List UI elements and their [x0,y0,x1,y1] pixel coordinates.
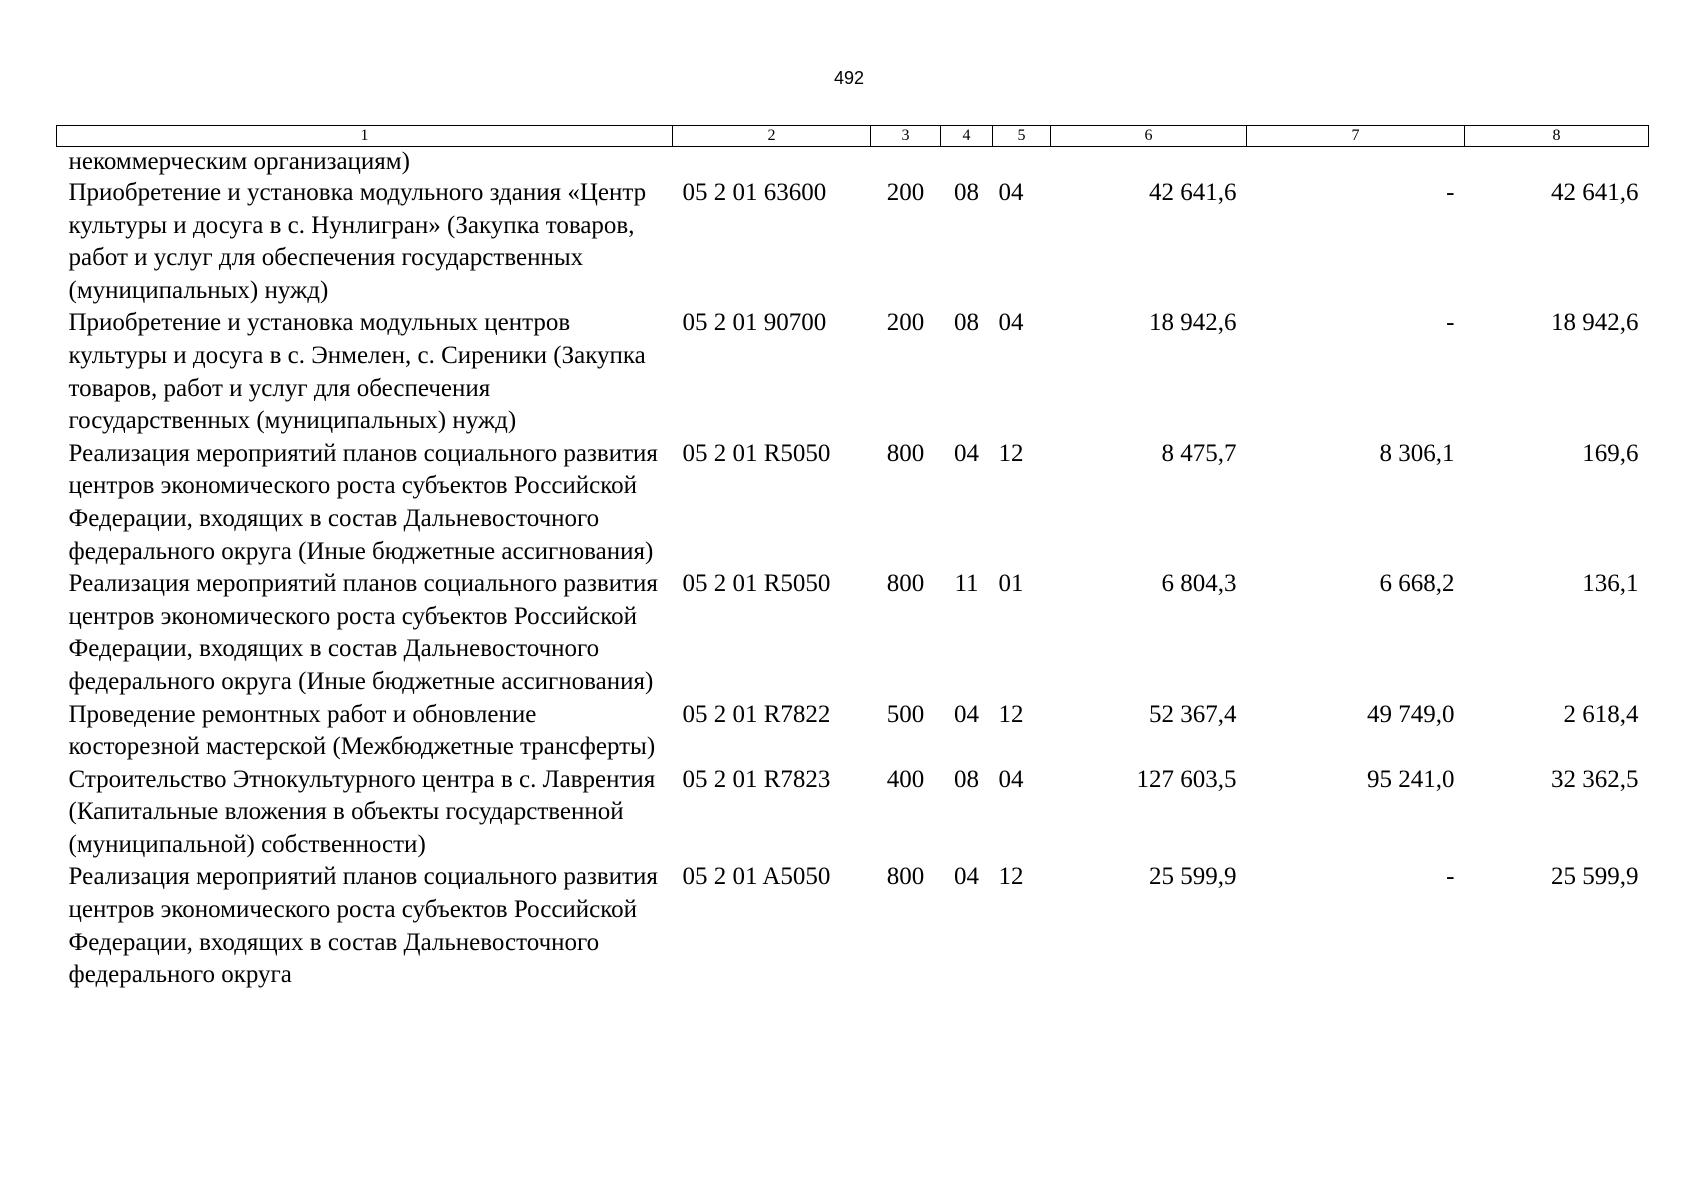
row-subsection: 04 [998,309,1024,337]
row-regional: 42 641,6 [1551,179,1639,206]
row-expense-type: 200 [886,179,925,206]
header-col-5: 5 [993,126,1051,147]
budget-table [56,125,1649,992]
page-number: 492 [833,68,865,88]
row-name: Проведение ремонтных работ и обновление косторезной мастерской (Межбюджетные трансферты) [68,700,656,761]
header-row [57,126,1649,147]
row-federal [1247,147,1465,178]
row-section: 04 [954,700,979,728]
row-total: 8 475,7 [1161,439,1237,467]
row-regional: 18 942,6 [1551,309,1639,337]
row-subsection: 01 [998,570,1024,598]
header-col-8: 8 [1465,126,1649,147]
row-total [1051,147,1247,178]
row-subsection [993,147,1051,178]
row-total: 25 599,9 [1149,863,1237,891]
row-regional: 25 599,9 [1551,863,1639,891]
row-subsection: 12 [998,700,1024,728]
row-expense-type: 800 [886,570,925,598]
header-col-7: 7 [1247,126,1465,147]
table-row [57,861,1649,991]
row-subsection: 12 [998,863,1024,891]
row-total: 18 942,6 [1149,309,1237,337]
row-name: Реализация мероприятий планов социального развития центров экономического роста субъектов Российской Федерации, входящих в состав Дальневосточного федерального округа [68,863,658,989]
row-expense-type [871,147,941,178]
row-federal: - [1446,309,1455,337]
row-expense-type: 500 [886,700,925,728]
row-target-article: 05 2 01 63600 [682,179,827,206]
row-subsection: 12 [998,439,1024,467]
header-col-4: 4 [941,126,993,147]
row-section: 11 [954,570,979,598]
row-target-article: 05 2 01 R5050 [682,439,831,467]
row-federal: 95 241,0 [1367,765,1455,793]
row-total: 42 641,6 [1149,179,1237,206]
row-section: 08 [954,179,979,206]
row-subsection: 04 [998,179,1024,206]
row-target-article: 05 2 01 R7823 [682,765,831,793]
row-section: 04 [954,439,979,467]
row-expense-type: 200 [886,309,925,337]
row-federal: 8 306,1 [1379,439,1455,467]
row-regional [1465,147,1649,178]
row-regional: 169,6 [1582,439,1639,467]
row-federal: - [1446,179,1455,206]
budget-table-container [56,125,1648,992]
header-col-2: 2 [673,126,871,147]
row-target-article [673,147,871,178]
row-name: Приобретение и установка модульных центров культуры и досуга в с. Энмелен, с. Сиреники (Закупка товаров, работ и услуг для обеспечения государственных (муниципальных) нужд) [68,309,646,435]
row-expense-type: 800 [886,863,925,891]
row-expense-type: 400 [886,765,925,793]
row-regional: 2 618,4 [1563,700,1639,728]
table-row [57,307,1649,437]
row-section: 04 [954,863,979,891]
header-col-6: 6 [1051,126,1247,147]
row-total: 127 603,5 [1136,765,1237,793]
row-federal: 6 668,2 [1379,570,1455,598]
row-total: 6 804,3 [1161,570,1237,598]
table-row [57,438,1649,568]
table-row [57,764,1649,862]
header-col-1: 1 [57,126,673,147]
row-name: Строительство Этнокультурного центра в с. Лаврентия (Капитальные вложения в объекты государственной (муниципальной) собственности) [68,765,656,858]
row-name: некоммерческим организациям) [68,148,410,175]
row-federal: 49 749,0 [1367,700,1455,728]
row-federal: - [1446,863,1455,891]
row-section [941,147,993,178]
table-header [57,126,1649,147]
table-body [57,147,1649,992]
row-section: 08 [954,765,979,793]
row-name: Приобретение и установка модульного здания «Центр культуры и досуга в с. Нунлигран» (Закупка товаров, работ и услуг для обеспечения государственных (муниципальных) нужд) [68,179,647,304]
table-row [57,568,1649,698]
row-section: 08 [954,309,979,337]
row-name: Реализация мероприятий планов социального развития центров экономического роста субъектов Российской Федерации, входящих в состав Дальневосточного федерального округа (Иные бюджетные ассигнования) [68,439,658,565]
row-target-article: 05 2 01 R7822 [682,700,831,728]
row-target-article: 05 2 01 90700 [682,309,827,337]
row-target-article: 05 2 01 R5050 [682,570,831,598]
row-subsection: 04 [998,765,1024,793]
row-name: Реализация мероприятий планов социального развития центров экономического роста субъектов Российской Федерации, входящих в состав Дальневосточного федерального округа (Иные бюджетные ассигнования) [68,570,658,695]
table-row [57,147,1649,178]
row-target-article: 05 2 01 A5050 [682,863,831,891]
row-regional: 136,1 [1582,570,1639,598]
row-regional: 32 362,5 [1551,765,1639,793]
table-row [57,177,1649,307]
table-row [57,699,1649,764]
row-expense-type: 800 [886,439,925,467]
header-col-3: 3 [871,126,941,147]
row-total: 52 367,4 [1149,700,1237,728]
